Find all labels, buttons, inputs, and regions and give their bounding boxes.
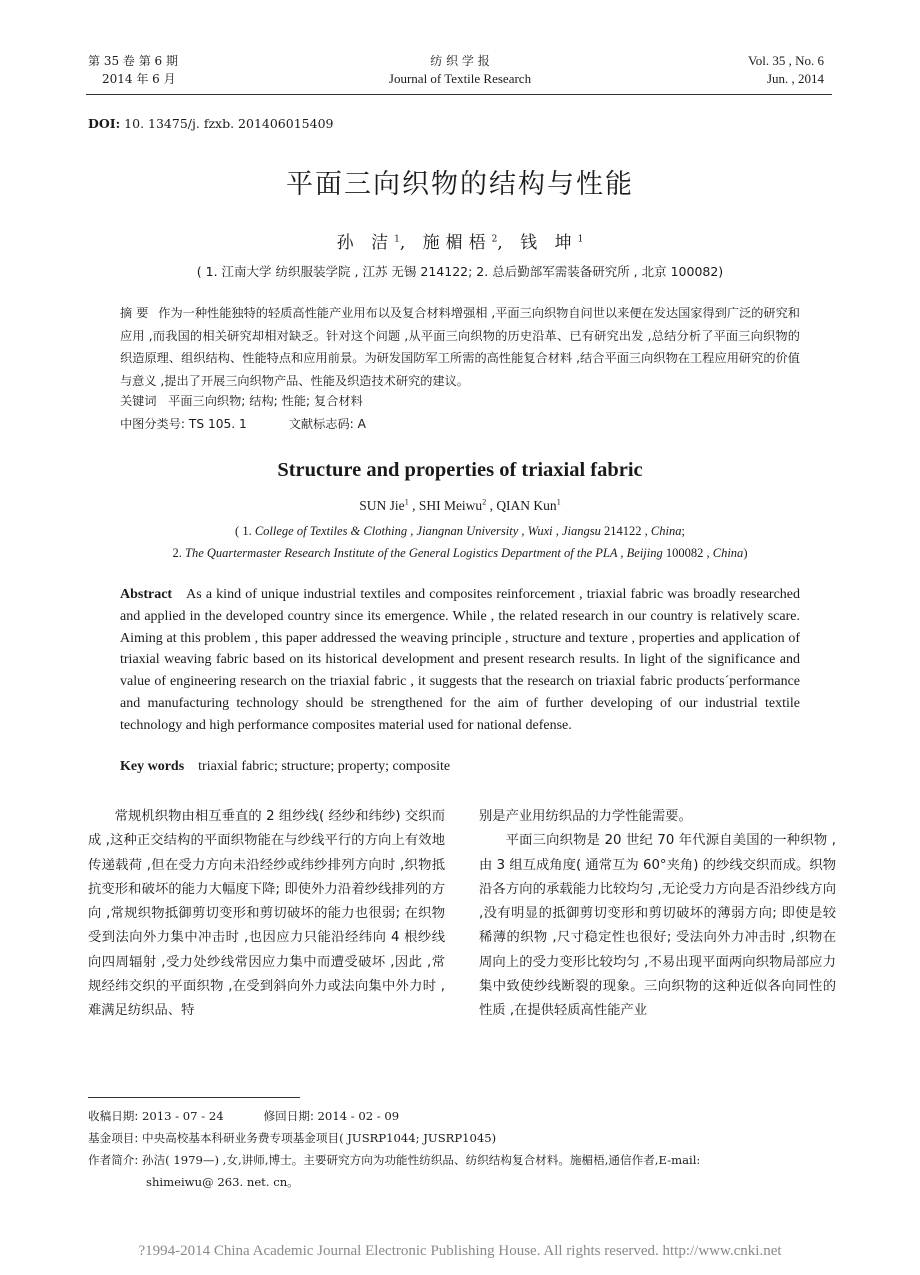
footnote-fund: 基金项目: 中央高校基本科研业务费专项基金项目( JUSRP1044; JUSRP1045) bbox=[88, 1131, 497, 1145]
fund-text: 中央高校基本科研业务费专项基金项目( JUSRP1044; JUSRP1045) bbox=[138, 1131, 497, 1145]
footnote-author: 作者简介: 孙洁( 1979—) ,女,讲师,博士。主要研究方向为功能性纺织品、纺织结构复合材料。施楣梧,通信作者,E-mail: shimeiwu@ 263. net. cn。 bbox=[88, 1149, 833, 1193]
document-code: 文献标志码: A bbox=[288, 417, 367, 431]
doi-label: DOI: bbox=[88, 116, 121, 131]
affiliation-en-2: 2. The Quartermaster Research Institute of the General Logistics Department of the PLA , Beijing 100082 , China) bbox=[172, 546, 748, 560]
authors-cn bbox=[0, 228, 920, 253]
issue-date-en: Jun. , 2014 bbox=[766, 71, 824, 86]
keywords-en-label: Key words bbox=[120, 759, 185, 774]
journal-name-cn: 纺 织 学 报 bbox=[430, 54, 490, 68]
doi-value: 10. 13475/j. fzxb. 201406015409 bbox=[120, 116, 334, 131]
keywords-en bbox=[120, 759, 450, 775]
abstract-en-label: Abstract bbox=[120, 587, 173, 602]
revised-date: 2014 - 02 - 09 bbox=[313, 1109, 400, 1123]
header-rule bbox=[86, 94, 832, 95]
title-cn: 平面三向织物的结构与性能 bbox=[286, 169, 634, 200]
keywords-cn-label: 关键词 bbox=[120, 394, 157, 408]
title-en: Structure and properties of triaxial fabric bbox=[277, 459, 643, 481]
footnote-dates: 收稿日期: 2013 - 07 - 24 修回日期: 2014 - 02 - 09 bbox=[88, 1109, 400, 1123]
author-bio: 孙洁( 1979—) ,女,讲师,博士。主要研究方向为功能性纺织品、纺织结构复合材料。施楣梧,通信作者,E-mail: bbox=[138, 1153, 701, 1167]
keywords-cn bbox=[120, 392, 363, 409]
authors-en bbox=[0, 497, 920, 514]
affiliation-cn: ( 1. 江南大学 纺织服装学院 , 江苏 无锡 214122; 2. 总后勤部军需装备研究所 , 北京 100082) bbox=[196, 264, 724, 279]
author-cn-3: 钱 坤$^1$ bbox=[520, 233, 584, 253]
copyright-footer: ?1994-2014 China Academic Journal Electronic Publishing House. All rights reserved. http://www.cnki.net bbox=[138, 1243, 782, 1259]
journal-name-en: Journal of Textile Research bbox=[388, 71, 532, 86]
abstract-cn-text: 作为一种性能独特的轻质高性能产业用布以及复合材料增强相 ,平面三向织物自问世以来便在发达国家得到广泛的研究和应用 ,而我国的相关研究却相对缺乏。针对这个问题 ,从平面三向织物的历史沿革、已有研究出发 ,总结分析了平面三向织物的织造原理、组织结构、性能特点和应用前景。为研发国防军工所需的高性能复合材料 ,结合平面三向织物在工程应用研究的价值与意义 ,提出了开展三向织物产品、性能及织造技术研究的建议。 bbox=[120, 306, 800, 388]
body-left-column: 常规机织物由相互垂直的 2 组纱线( 经纱和纬纱) 交织而成 ,这种正交结构的平面织物能在与纱线平行的方向上有效地传递载荷 ,但在受力方向未沿经纱或纬纱排列方向时 ,织物抵抗变形和破坏的能力大幅度下降; 即使外力沿着纱线排列的方向 ,常规织物抵御剪切变形和剪切破坏的能力也很弱; 在织物受到法向外力集中冲击时 ,也因应力只能沿经纬向 4 根纱线向四周辐射 ,受力处纱线常因应力集中而遭受破坏 ,因此 ,常规经纬交织的平面织物 ,在受到斜向外力或法向集中外力时 ,难满足纺织品、特 bbox=[88, 809, 445, 1019]
abstract-en bbox=[120, 584, 800, 737]
abstract-cn bbox=[120, 302, 800, 392]
volume-issue-en: Vol. 35 , No. 6 bbox=[748, 53, 824, 68]
abstract-en-text: As a kind of unique industrial textiles and composites reinforcement , triaxial fabric was broadly researched and applied in the developed country since its emergence. While , the related research in our country is relatively scare. Aiming at this problem , this paper addressed the weaving principle , structure and texture , properties and application of triaxial weaving fabric based on its historical development and present research results. In light of the significance and value of engineering research on the triaxial fabric , it suggests that the research on triaxial fabric products´performance and manufacturing technology should be strengthened for the aim of further developing of our industrial textile technology and high performance composites material used for national defense. bbox=[120, 587, 800, 733]
body-paragraph-continued: 别是产业用纺织品的力学性能需要。 bbox=[479, 809, 692, 824]
classification-cn bbox=[120, 415, 366, 432]
received-date: 2013 - 07 - 24 bbox=[138, 1109, 224, 1123]
footnote-rule bbox=[88, 1097, 300, 1098]
doi bbox=[88, 116, 333, 131]
abstract-cn-label: 摘 要 bbox=[120, 306, 149, 320]
issue-date-cn: 2014 年 6 月 bbox=[102, 72, 176, 86]
author-en-2: SHI Meiwu$^2$ , bbox=[418, 497, 497, 513]
clc-number: 中图分类号: TS 105. 1 bbox=[120, 417, 247, 431]
journal-volume-en bbox=[748, 52, 824, 88]
author-cn-2: 施楣梧$^2$, bbox=[422, 233, 509, 253]
affiliation-en-1: ( 1. College of Textiles & Clothing , Jiangnan University , Wuxi , Jiangsu 214122 , China; bbox=[235, 524, 685, 538]
author-en-3: QIAN Kun$^1$ bbox=[496, 497, 561, 513]
author-en-1: SUN Jie$^1$ , bbox=[359, 497, 419, 513]
author-cn-1: 孙 洁$^1$, bbox=[336, 233, 412, 253]
body-paragraph: 平面三向织物是 20 世纪 70 年代源自美国的一种织物 ,由 3 组互成角度( 通常互为 60°夹角) 的纱线交织而成。织物沿各方向的承载能力比较均匀 ,无论受力方向是否沿纱线方向 ,没有明显的抵御剪切变形和剪切破坏的薄弱方向; 即使是较稀薄的织物 ,尺寸稳定性也很好; 受法向外力冲击时 ,织物在周向上的受力变形比较均匀 ,不易出现平面两向织物局部应力集中致使纱线断裂的现象。三向织物的这种近似各向同性的性质 ,在提供轻质高性能产业 bbox=[479, 833, 836, 1019]
author-email: shimeiwu@ 263. net. cn。 bbox=[146, 1175, 299, 1189]
keywords-en-text: triaxial fabric; structure; property; composite bbox=[198, 759, 451, 774]
keywords-cn-text: 平面三向织物; 结构; 性能; 复合材料 bbox=[168, 394, 363, 408]
volume-issue: 第 35 卷 第 6 期 bbox=[88, 54, 178, 68]
body-right-column bbox=[479, 805, 836, 1024]
